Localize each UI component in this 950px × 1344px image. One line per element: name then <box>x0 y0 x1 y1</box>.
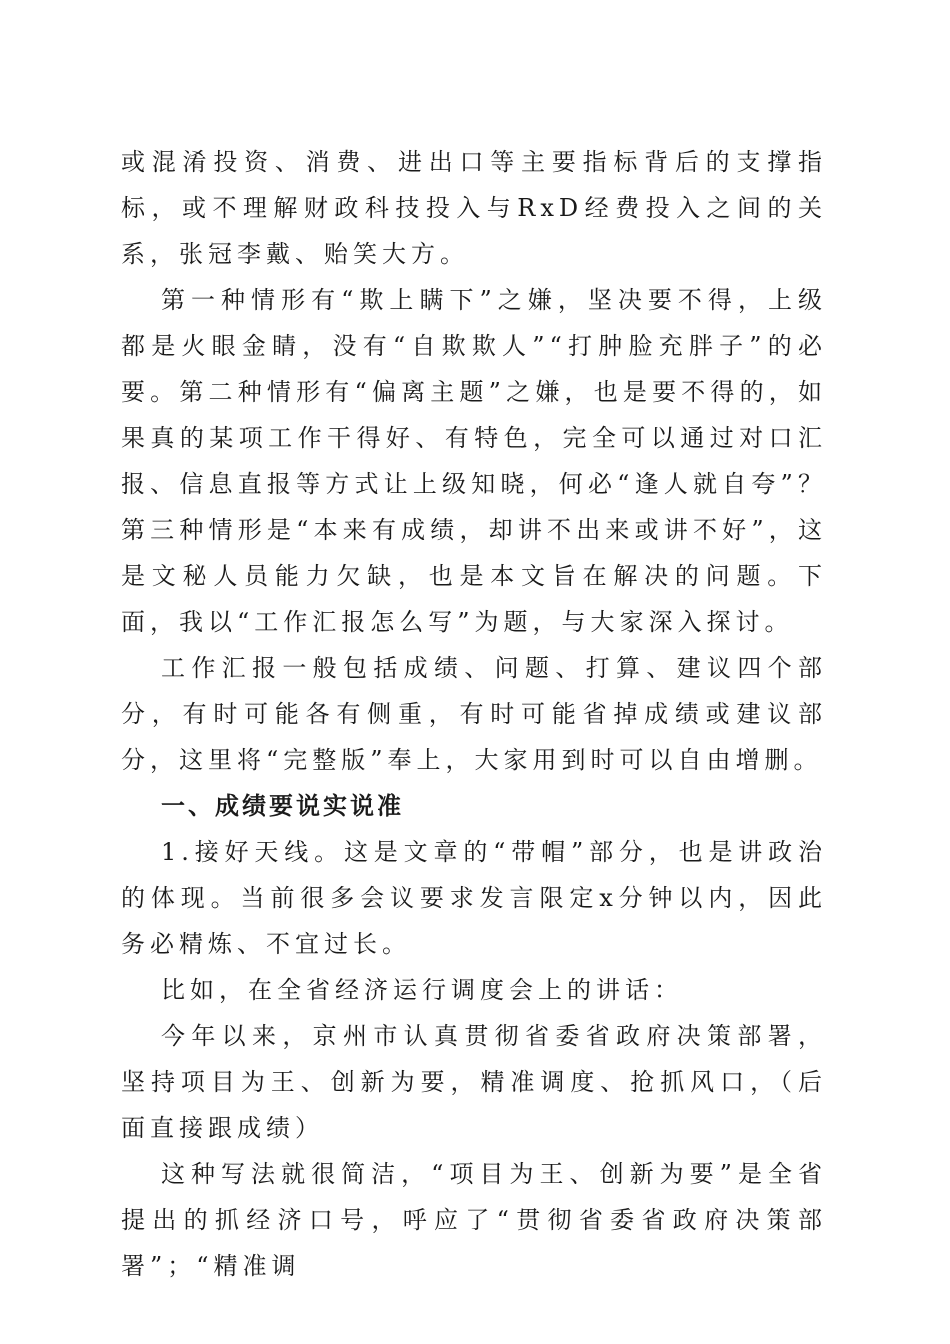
paragraph-report-structure: 工作汇报一般包括成绩、问题、打算、建议四个部分，有时可能各有侧重，有时可能省掉成绩或建议部分，这里将“完整版”奉上，大家用到时可以自由增删。 <box>121 654 827 774</box>
section-heading-achievements: 一、成绩要说实说准 <box>161 792 404 820</box>
paragraph-example-quote: 今年以来，京州市认真贯彻省委省政府决策部署，坚持项目为王、创新为要，精准调度、抢抓风口，（后面直接跟成绩） <box>121 1022 827 1142</box>
paragraph-example-intro: 比如，在全省经济运行调度会上的讲话： <box>161 976 683 1004</box>
document-body <box>121 139 827 1289</box>
paragraph-continuation: 或混淆投资、消费、进出口等主要指标背后的支撑指标，或不理解财政科技投入与RxD经费投入之间的关系，张冠李戴、贻笑大方。 <box>121 148 827 268</box>
paragraph-point-1: 1.接好天线。这是文章的“带帽”部分，也是讲政治的体现。当前很多会议要求发言限定x分钟以内，因此务必精炼、不宜过长。 <box>121 838 827 958</box>
paragraph-situations: 第一种情形有“欺上瞒下”之嫌，坚决要不得，上级都是火眼金睛，没有“自欺欺人”“打肿脸充胖子”的必要。第二种情形有“偏离主题”之嫌，也是要不得的，如果真的某项工作干得好、有特色，完全可以通过对口汇报、信息直报等方式让上级知晓，何必“逢人就自夸”？第三种情形是“本来有成绩，却讲不出来或讲不好”，这是文秘人员能力欠缺，也是本文旨在解决的问题。下面，我以“工作汇报怎么写”为题，与大家深入探讨。 <box>121 286 827 636</box>
paragraph-example-analysis: 这种写法就很简洁，“项目为王、创新为要”是全省提出的抓经济口号，呼应了“贯彻省委省政府决策部署”；“精准调 <box>121 1160 827 1280</box>
